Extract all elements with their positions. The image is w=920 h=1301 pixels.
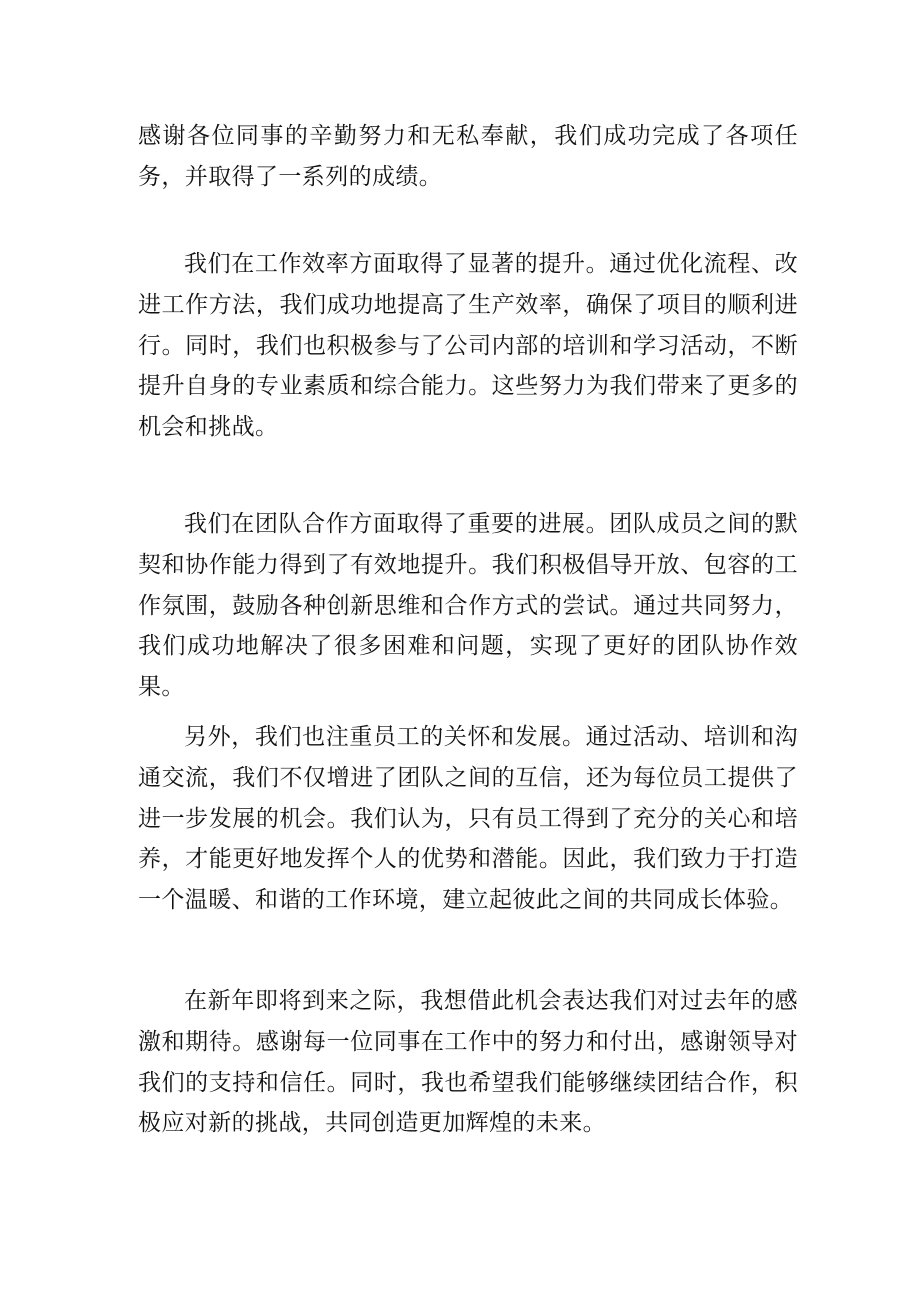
paragraph-new-year: 在新年即将到来之际，我想借此机会表达我们对过去年的感激和期待。感谢每一位同事在工作中的努力和付出，感谢领导对我们的支持和信任。同时，我也希望我们能够继续团结合作，积极应对新的挑战，共同创造更加辉煌的未来。: [138, 988, 798, 1137]
paragraph-employee-care: 另外，我们也注重员工的关怀和发展。通过活动、培训和沟通交流，我们不仅增进了团队之间的互信，还为每位员工提供了进一步发展的机会。我们认为，只有员工得到了充分的关心和培养，才能更好地发挥个人的优势和潜能。因此，我们致力于打造一个温暖、和谐的工作环境，建立起彼此之间的共同成长体验。: [138, 724, 798, 914]
paragraph-thanks: 感谢各位同事的辛勤努力和无私奉献，我们成功完成了各项任务，并取得了一系列的成绩。: [138, 123, 798, 190]
paragraph-teamwork: 我们在团队合作方面取得了重要的进展。团队成员之间的默契和协作能力得到了有效地提升。我们积极倡导开放、包容的工作氛围，鼓励各种创新思维和合作方式的尝试。通过共同努力，我们成功地解决了很多困难和问题，实现了更好的团队协作效果。: [138, 511, 798, 701]
paragraph-efficiency: 我们在工作效率方面取得了显著的提升。通过优化流程、改进工作方法，我们成功地提高了生产效率，确保了项目的顺利进行。同时，我们也积极参与了公司内部的培训和学习活动，不断提升自身的专业素质和综合能力。这些努力为我们带来了更多的机会和挑战。: [138, 251, 798, 441]
